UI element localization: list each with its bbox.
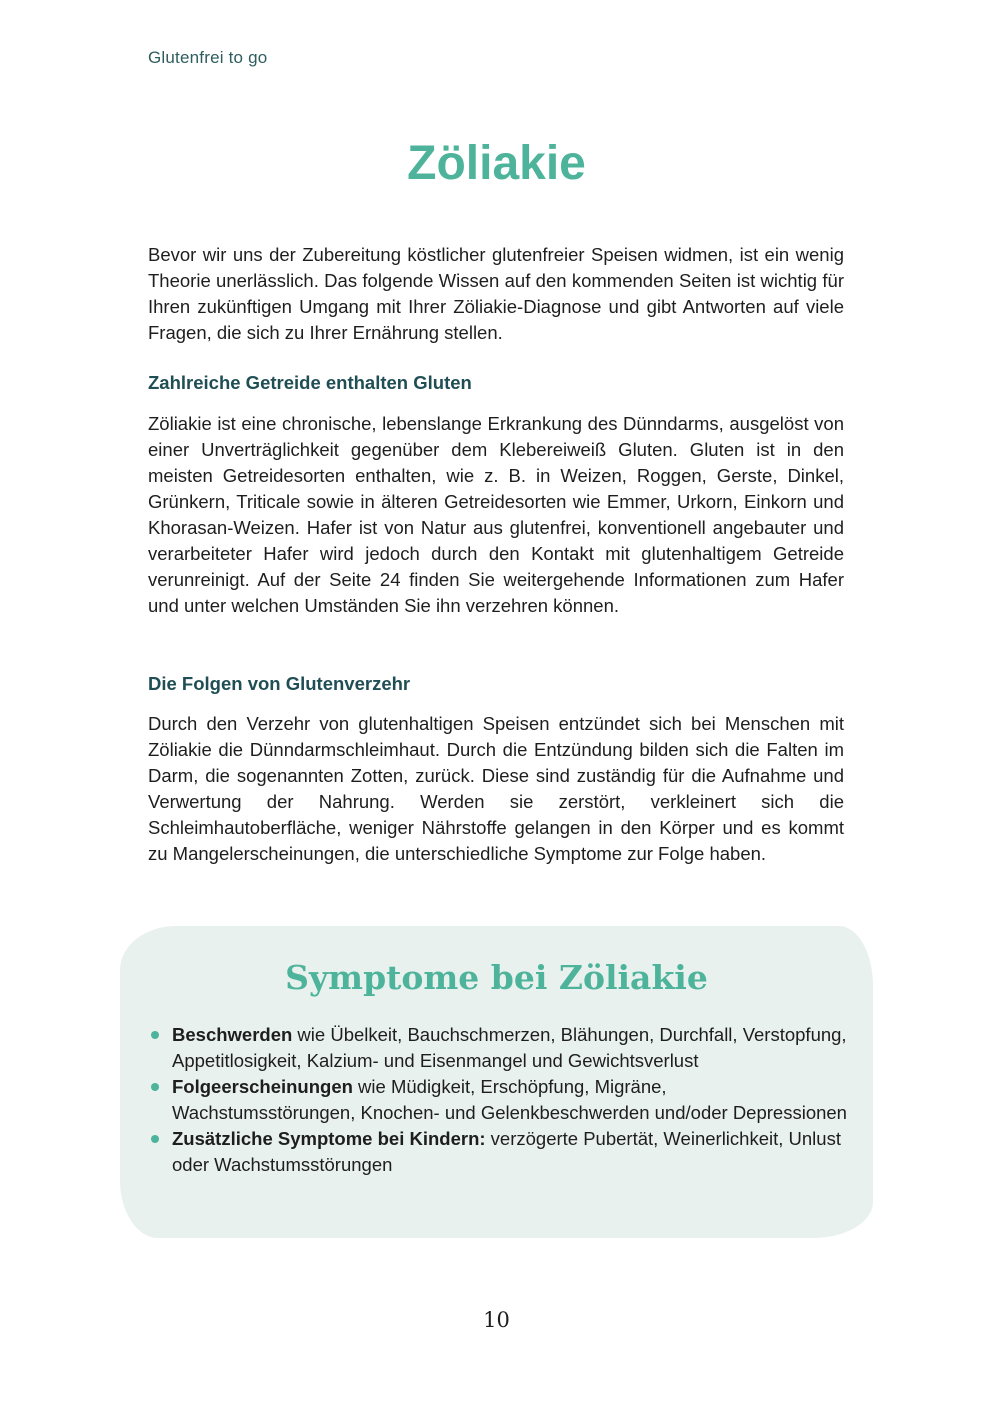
symptom-box-title: Symptome bei Zöliakie xyxy=(285,958,708,997)
list-item xyxy=(148,1022,848,1074)
running-header: Glutenfrei to go xyxy=(148,48,268,67)
section-paragraph: Zöliakie ist eine chronische, lebenslange Erkrankung des Dünndarms, ausgelöst von einer Unverträglichkeit gegenüber dem Klebereiweiß Gluten. Gluten ist in den meisten Getreidesorten enthalten, wie z. B. in Weizen, Roggen, Gerste, Dinkel, Grünkern, Triticale sowie in älteren Getreidesorten wie Emmer, Urkorn, Einkorn und Khorasan-Weizen. Hafer ist von Natur aus glutenfrei, konventionell angebauter und verarbeiteter Hafer wird jedoch durch den Kontakt mit glutenhaltigem Getreide verunreinigt. Auf der Seite 24 finden Sie weitergehende Informationen zum Hafer und unter welchen Umständen Sie ihn verzehren können. xyxy=(148,413,844,616)
page-number: 10 xyxy=(483,1308,510,1332)
section-paragraph: Durch den Verzehr von glutenhaltigen Speisen entzündet sich bei Menschen mit Zöliakie die Dünndarmschleimhaut. Durch die Entzündung bilden sich die Falten im Darm, die sogenannten Zotten, zurück. Diese sind zuständig für die Aufnahme und Verwertung der Nahrung. Werden sie zerstört, verkleinert sich die Schleimhautoberfläche, weniger Nährstoffe gelangen in den Körper und es kommt zu Mangelerscheinungen, die unterschiedliche Symptome zur Folge haben. xyxy=(148,713,844,864)
symptom-description: wie Übelkeit, Bauchschmerzen, Blähungen, Durchfall, Verstopfung, Appetitlosigkeit, Kalzium- und Eisenmangel und Gewichtsverlust xyxy=(172,1024,847,1071)
symptom-description: wie Müdigkeit, Erschöpfung, Migräne, Wachstumsstörungen, Knochen- und Gelenkbeschwerden und/oder Depressionen xyxy=(172,1076,847,1123)
section-heading: Die Folgen von Glutenverzehr xyxy=(148,673,411,694)
bullet-icon xyxy=(151,1135,159,1143)
page-title: Zöliakie xyxy=(407,137,586,190)
symptom-description: verzögerte Pubertät, Weinerlichkeit, Unlust oder Wachstumsstörungen xyxy=(172,1128,841,1175)
list-item xyxy=(148,1074,848,1126)
symptom-list xyxy=(148,1022,848,1178)
intro-paragraph: Bevor wir uns der Zubereitung köstlicher glutenfreier Speisen widmen, ist ein wenig Theorie unerlässlich. Das folgende Wissen auf den kommenden Seiten ist wichtig für Ihren zukünftigen Umgang mit Ihrer Zöliakie-Diagnose und gibt Antworten auf viele Fragen, die sich zu Ihrer Ernährung stellen. xyxy=(148,244,844,343)
bullet-icon xyxy=(151,1083,159,1091)
symptom-term: Folgeerscheinungen xyxy=(172,1076,353,1097)
section-heading: Zahlreiche Getreide enthalten Gluten xyxy=(148,372,472,393)
list-item xyxy=(148,1126,848,1178)
bullet-icon xyxy=(151,1031,159,1039)
symptom-term: Beschwerden xyxy=(172,1024,293,1045)
symptom-term: Zusätzliche Symptome bei Kindern: xyxy=(172,1128,486,1149)
